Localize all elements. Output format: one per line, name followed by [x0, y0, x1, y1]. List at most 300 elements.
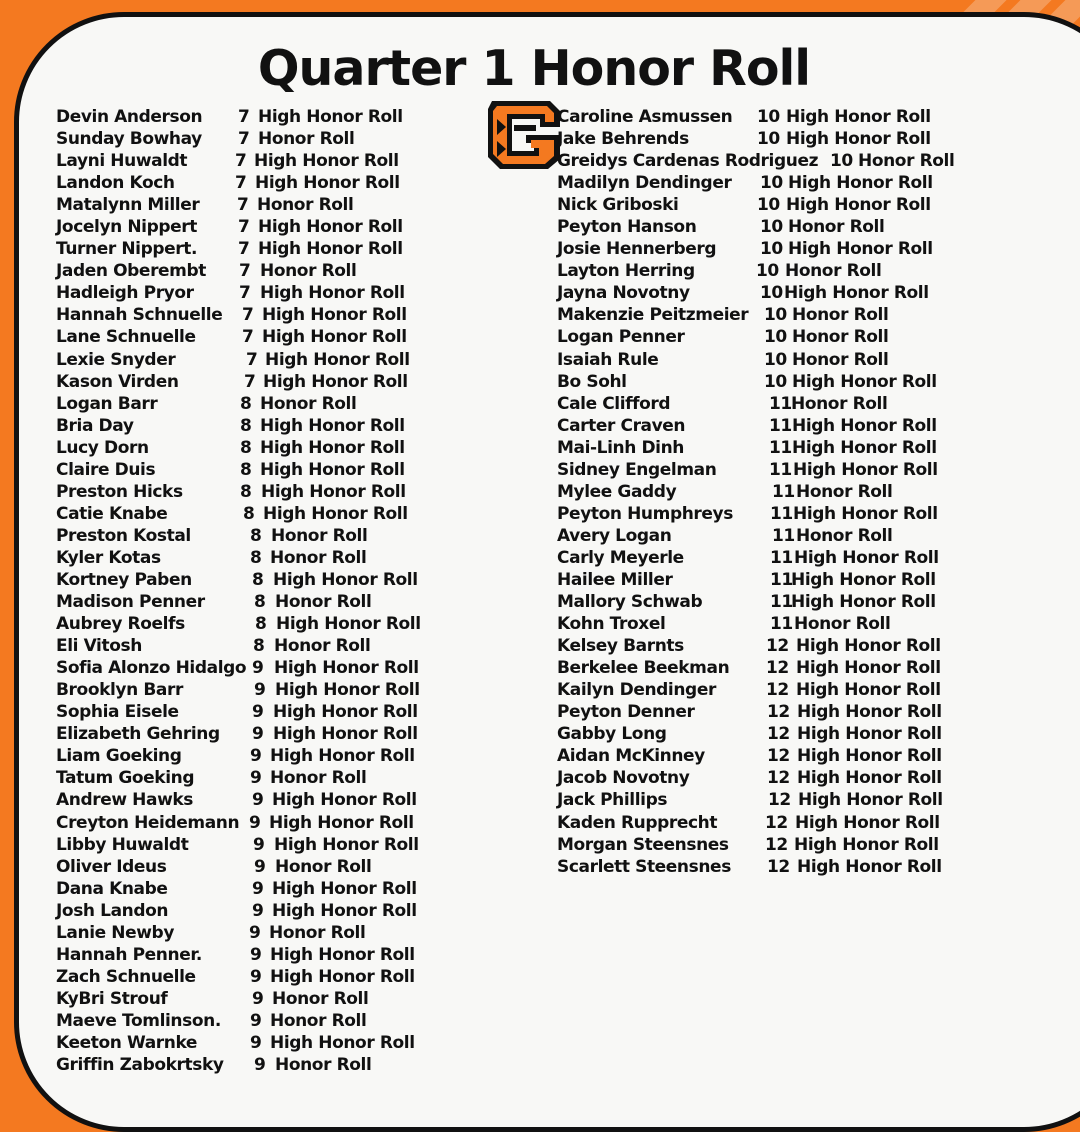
award-label: High Honor Roll [791, 592, 936, 613]
honor-roll-entry [56, 172, 476, 194]
honor-roll-entry [557, 723, 997, 745]
award-label: High Honor Roll [255, 173, 400, 194]
grade-level: 10 [764, 305, 787, 326]
grade-level: 7 [235, 173, 247, 194]
grade-level: 8 [255, 614, 267, 635]
grade-level: 12 [767, 768, 790, 789]
honor-roll-entry [56, 834, 476, 856]
student-name: Dana Knabe [56, 878, 168, 899]
honor-roll-entry [557, 194, 997, 216]
grade-level: 10 [756, 261, 779, 282]
honor-roll-entry [557, 415, 997, 437]
award-label: Honor Roll [785, 261, 882, 282]
honor-roll-entry [56, 878, 476, 900]
student-name: Mylee Gaddy [557, 481, 677, 502]
grade-level: 11 [770, 614, 793, 635]
honor-roll-entry [557, 613, 997, 635]
student-name: Sidney Engelman [557, 459, 717, 480]
honor-roll-entry [557, 767, 997, 789]
honor-roll-entry [56, 282, 476, 304]
award-label: High Honor Roll [270, 746, 415, 767]
honor-roll-entry [56, 944, 476, 966]
award-label: High Honor Roll [272, 900, 417, 921]
student-name: Preston Hicks [56, 481, 183, 502]
student-name: Jaden Oberembt [56, 261, 206, 282]
grade-level: 8 [240, 393, 252, 414]
honor-roll-entry [557, 150, 997, 172]
grade-level: 11 [769, 459, 792, 480]
grade-level: 10 [757, 129, 780, 150]
student-name: Makenzie Peitzmeier [557, 305, 749, 326]
award-label: Honor Roll [270, 768, 367, 789]
honor-roll-entry [56, 723, 476, 745]
student-name: Jacob Novotny [557, 768, 690, 789]
honor-roll-entry [56, 260, 476, 282]
student-name: Bria Day [56, 415, 134, 436]
grade-level: 10 [764, 327, 787, 348]
award-label: Honor Roll [791, 393, 888, 414]
honor-roll-entry [557, 106, 997, 128]
award-label: High Honor Roll [270, 1032, 415, 1053]
honor-roll-entry [557, 657, 997, 679]
student-name: Cale Clifford [557, 393, 671, 414]
grade-level: 9 [250, 1010, 262, 1031]
grade-level: 11 [770, 569, 793, 590]
award-label: Honor Roll [260, 393, 357, 414]
award-label: Honor Roll [260, 261, 357, 282]
honor-roll-entry [557, 304, 997, 326]
honor-roll-entry [56, 128, 476, 150]
honor-roll-entry [56, 613, 476, 635]
honor-roll-entry [557, 591, 997, 613]
student-name: Kailyn Dendinger [557, 680, 716, 701]
student-name: Lucy Dorn [56, 437, 149, 458]
student-name: Peyton Humphreys [557, 503, 733, 524]
award-label: High Honor Roll [794, 834, 939, 855]
honor-roll-entry [56, 789, 476, 811]
student-name: Lanie Newby [56, 922, 174, 943]
award-label: High Honor Roll [258, 239, 403, 260]
grade-level: 9 [252, 988, 264, 1009]
grade-level: 12 [765, 834, 788, 855]
award-label: High Honor Roll [260, 437, 405, 458]
honor-roll-entry [557, 856, 997, 878]
student-name: KyBri Strouf [56, 988, 168, 1009]
award-label: Honor Roll [794, 614, 891, 635]
award-label: Honor Roll [270, 547, 367, 568]
grade-level: 8 [240, 437, 252, 458]
honor-roll-entry [557, 789, 997, 811]
award-label: High Honor Roll [798, 790, 943, 811]
grade-level: 7 [238, 217, 250, 238]
honor-roll-entry [56, 657, 476, 679]
g-letter-logo-icon [484, 97, 564, 173]
honor-roll-entry [56, 767, 476, 789]
award-label: High Honor Roll [788, 239, 933, 260]
award-label: High Honor Roll [274, 834, 419, 855]
grade-level: 9 [253, 834, 265, 855]
honor-roll-entry [56, 900, 476, 922]
honor-roll-entry [557, 172, 997, 194]
grade-level: 11 [769, 393, 792, 414]
honor-roll-entry [557, 569, 997, 591]
grade-level: 10 [760, 283, 783, 304]
grade-level: 8 [240, 459, 252, 480]
honor-roll-entry [557, 525, 997, 547]
student-name: Aidan McKinney [557, 746, 705, 767]
grade-level: 9 [250, 966, 262, 987]
student-name: Mai-Linh Dinh [557, 437, 684, 458]
award-label: Honor Roll [272, 988, 369, 1009]
student-name: Aubrey Roelfs [56, 614, 185, 635]
grade-level: 9 [254, 1055, 266, 1076]
award-label: High Honor Roll [796, 658, 941, 679]
honor-roll-entry [56, 393, 476, 415]
honor-roll-entry [56, 1010, 476, 1032]
award-label: Honor Roll [792, 305, 889, 326]
honor-roll-entry [56, 415, 476, 437]
honor-roll-entry [56, 150, 476, 172]
grade-level: 12 [767, 746, 790, 767]
award-label: Honor Roll [858, 151, 955, 172]
student-name: Jake Behrends [557, 129, 689, 150]
student-name: Bo Sohl [557, 371, 627, 392]
honor-roll-entry [56, 371, 476, 393]
award-label: High Honor Roll [797, 768, 942, 789]
honor-roll-entry [557, 437, 997, 459]
award-label: High Honor Roll [797, 724, 942, 745]
award-label: Honor Roll [274, 636, 371, 657]
award-label: High Honor Roll [793, 503, 938, 524]
student-name: Greidys Cardenas Rodriguez [557, 151, 819, 172]
award-label: High Honor Roll [791, 569, 936, 590]
student-name: Kyler Kotas [56, 547, 161, 568]
student-name: Creyton Heidemann [56, 812, 240, 833]
honor-roll-entry [56, 349, 476, 371]
grade-level: 10 [757, 195, 780, 216]
honor-roll-entry [56, 547, 476, 569]
award-label: Honor Roll [271, 525, 368, 546]
honor-roll-entry [557, 371, 997, 393]
student-name: Tatum Goeking [56, 768, 195, 789]
award-label: High Honor Roll [796, 680, 941, 701]
award-label: High Honor Roll [273, 724, 418, 745]
grade-level: 7 [235, 151, 247, 172]
honor-roll-entry [557, 238, 997, 260]
honor-roll-entry [56, 635, 476, 657]
award-label: High Honor Roll [274, 658, 419, 679]
award-label: Honor Roll [792, 327, 889, 348]
grade-level: 10 [760, 239, 783, 260]
grade-level: 9 [252, 658, 264, 679]
grade-level: 8 [254, 592, 266, 613]
award-label: High Honor Roll [261, 481, 406, 502]
student-name: Devin Anderson [56, 107, 203, 127]
grade-level: 10 [764, 371, 787, 392]
honor-roll-entry [56, 591, 476, 613]
honor-roll-entry [56, 304, 476, 326]
honor-roll-entry [557, 834, 997, 856]
award-label: High Honor Roll [258, 217, 403, 238]
award-label: High Honor Roll [788, 173, 933, 194]
student-name: Liam Goeking [56, 746, 182, 767]
grade-level: 8 [250, 525, 262, 546]
student-name: Madilyn Dendinger [557, 173, 732, 194]
award-label: High Honor Roll [262, 305, 407, 326]
honor-roll-entry [56, 194, 476, 216]
student-name: Jocelyn Nippert [56, 217, 197, 238]
grade-level: 9 [254, 680, 266, 701]
grade-level: 9 [249, 812, 261, 833]
left-column [56, 106, 476, 1076]
honor-roll-entry [557, 547, 997, 569]
student-name: Jayna Novotny [557, 283, 690, 304]
grade-level: 7 [239, 261, 251, 282]
honor-roll-entry [56, 966, 476, 988]
award-label: High Honor Roll [273, 702, 418, 723]
award-label: High Honor Roll [784, 283, 929, 304]
student-name: Claire Duis [56, 459, 156, 480]
student-name: Andrew Hawks [56, 790, 193, 811]
student-name: Avery Logan [557, 525, 672, 546]
award-label: High Honor Roll [273, 569, 418, 590]
award-label: High Honor Roll [260, 459, 405, 480]
grade-level: 9 [250, 746, 262, 767]
student-name: Hannah Schnuelle [56, 305, 223, 326]
award-label: High Honor Roll [276, 614, 421, 635]
grade-level: 7 [238, 129, 250, 150]
honor-roll-entry [56, 326, 476, 348]
student-name: Carly Meyerle [557, 547, 684, 568]
student-name: Berkelee Beekman [557, 658, 730, 679]
award-label: Honor Roll [269, 922, 366, 943]
award-label: High Honor Roll [797, 746, 942, 767]
student-name: Kohn Troxel [557, 614, 666, 635]
student-name: Preston Kostal [56, 525, 191, 546]
grade-level: 11 [770, 503, 793, 524]
award-label: Honor Roll [796, 525, 893, 546]
grade-level: 9 [249, 922, 261, 943]
grade-level: 8 [253, 636, 265, 657]
honor-roll-entry [557, 679, 997, 701]
award-label: High Honor Roll [269, 812, 414, 833]
grade-level: 9 [254, 856, 266, 877]
honor-roll-entry [56, 437, 476, 459]
grade-level: 11 [772, 481, 795, 502]
honor-roll-entry [557, 701, 997, 723]
grade-level: 9 [252, 900, 264, 921]
award-label: High Honor Roll [797, 702, 942, 723]
grade-level: 12 [766, 680, 789, 701]
grade-level: 8 [250, 547, 262, 568]
honor-roll-entry [56, 1054, 476, 1076]
grade-level: 9 [252, 790, 264, 811]
student-name: Hadleigh Pryor [56, 283, 194, 304]
student-name: Caroline Asmussen [557, 107, 733, 127]
honor-roll-entry [557, 260, 997, 282]
grade-level: 12 [767, 702, 790, 723]
student-name: Zach Schnuelle [56, 966, 196, 987]
honor-roll-entry [557, 349, 997, 371]
grade-level: 11 [769, 437, 792, 458]
student-name: Scarlett Steensnes [557, 856, 731, 877]
student-name: Brooklyn Barr [56, 680, 183, 701]
honor-roll-card [14, 12, 1080, 1132]
grade-level: 9 [252, 724, 264, 745]
student-name: Eli Vitosh [56, 636, 142, 657]
student-name: Lane Schnuelle [56, 327, 196, 348]
award-label: High Honor Roll [792, 415, 937, 436]
award-label: High Honor Roll [792, 371, 937, 392]
grade-level: 7 [242, 305, 254, 326]
student-name: Isaiah Rule [557, 349, 659, 370]
honor-roll-entry [557, 745, 997, 767]
student-name: Sunday Bowhay [56, 129, 202, 150]
grade-level: 10 [760, 217, 783, 238]
student-name: Kason Virden [56, 371, 179, 392]
award-label: High Honor Roll [786, 107, 931, 127]
student-name: Layni Huwaldt [56, 151, 188, 172]
grade-level: 8 [240, 415, 252, 436]
student-name: Matalynn Miller [56, 195, 200, 216]
student-name: Carter Craven [557, 415, 686, 436]
grade-level: 11 [772, 525, 795, 546]
student-name: Turner Nippert. [56, 239, 198, 260]
student-name: Sofia Alonzo Hidalgo [56, 658, 247, 679]
student-name: Libby Huwaldt [56, 834, 189, 855]
award-label: High Honor Roll [792, 437, 937, 458]
award-label: Honor Roll [788, 217, 885, 238]
honor-roll-entry [557, 459, 997, 481]
student-name: Logan Penner [557, 327, 685, 348]
honor-roll-entry [56, 988, 476, 1010]
honor-roll-entry [557, 812, 997, 834]
grade-level: 11 [770, 592, 793, 613]
grade-level: 12 [767, 856, 790, 877]
honor-roll-entry [56, 1032, 476, 1054]
award-label: High Honor Roll [254, 151, 399, 172]
honor-roll-entry [557, 503, 997, 525]
award-label: Honor Roll [275, 856, 372, 877]
grade-level: 12 [766, 636, 789, 657]
honor-roll-entry [56, 856, 476, 878]
grade-level: 9 [250, 1032, 262, 1053]
student-name: Josie Hennerberg [557, 239, 717, 260]
student-name: Hailee Miller [557, 569, 673, 590]
award-label: High Honor Roll [262, 327, 407, 348]
honor-roll-entry [56, 503, 476, 525]
honor-roll-entry [557, 282, 997, 304]
student-name: Griffin Zabokrtsky [56, 1055, 224, 1076]
award-label: High Honor Roll [796, 636, 941, 657]
award-label: High Honor Roll [794, 547, 939, 568]
student-name: Logan Barr [56, 393, 158, 414]
grade-level: 8 [240, 481, 252, 502]
grade-level: 7 [239, 283, 251, 304]
grade-level: 10 [764, 349, 787, 370]
award-label: High Honor Roll [272, 878, 417, 899]
honor-roll-entry [56, 679, 476, 701]
honor-roll-entry [557, 635, 997, 657]
student-name: Keeton Warnke [56, 1032, 198, 1053]
student-name: Kortney Paben [56, 569, 192, 590]
grade-level: 12 [766, 658, 789, 679]
award-label: High Honor Roll [786, 195, 931, 216]
student-name: Sophia Eisele [56, 702, 179, 723]
award-label: Honor Roll [258, 129, 355, 150]
award-label: High Honor Roll [258, 107, 403, 127]
grade-level: 8 [252, 569, 264, 590]
honor-roll-entry [56, 106, 476, 128]
page-title: Quarter 1 Honor Roll [257, 40, 811, 97]
award-label: High Honor Roll [263, 371, 408, 392]
student-name: Nick Griboski [557, 195, 679, 216]
grade-level: 7 [244, 371, 256, 392]
student-name: Landon Koch [56, 173, 175, 194]
honor-roll-entry [56, 922, 476, 944]
student-name: Hannah Penner. [56, 944, 202, 965]
award-label: Honor Roll [275, 1055, 372, 1076]
grade-level: 9 [252, 702, 264, 723]
award-label: High Honor Roll [270, 966, 415, 987]
student-name: Catie Knabe [56, 503, 168, 524]
award-label: High Honor Roll [263, 503, 408, 524]
student-name: Layton Herring [557, 261, 695, 282]
student-name: Lexie Snyder [56, 349, 176, 370]
grade-level: 10 [830, 151, 853, 172]
student-name: Josh Landon [56, 900, 169, 921]
honor-roll-entry [557, 393, 997, 415]
student-name: Kaden Rupprecht [557, 812, 718, 833]
award-label: High Honor Roll [272, 790, 417, 811]
award-label: High Honor Roll [275, 680, 420, 701]
grade-level: 12 [767, 724, 790, 745]
honor-roll-entry [557, 128, 997, 150]
award-label: High Honor Roll [793, 459, 938, 480]
student-name: Mallory Schwab [557, 592, 703, 613]
grade-level: 7 [238, 239, 250, 260]
grade-level: 11 [769, 415, 792, 436]
right-column [557, 106, 997, 878]
grade-level: 8 [243, 503, 255, 524]
student-name: Morgan Steensnes [557, 834, 729, 855]
student-name: Maeve Tomlinson. [56, 1010, 221, 1031]
honor-roll-entry [557, 481, 997, 503]
award-label: Honor Roll [270, 1010, 367, 1031]
grade-level: 7 [237, 195, 249, 216]
award-label: Honor Roll [796, 481, 893, 502]
student-name: Oliver Ideus [56, 856, 167, 877]
grade-level: 9 [250, 944, 262, 965]
grade-level: 7 [242, 327, 254, 348]
honor-roll-entry [56, 745, 476, 767]
award-label: High Honor Roll [270, 944, 415, 965]
honor-roll-entry [56, 216, 476, 238]
award-label: High Honor Roll [265, 349, 410, 370]
grade-level: 9 [250, 768, 262, 789]
grade-level: 7 [238, 107, 250, 127]
grade-level: 12 [765, 812, 788, 833]
honor-roll-entry [56, 459, 476, 481]
student-name: Elizabeth Gehring [56, 724, 220, 745]
award-label: Honor Roll [792, 349, 889, 370]
student-name: Kelsey Barnts [557, 636, 684, 657]
honor-roll-entry [56, 701, 476, 723]
honor-roll-entry [56, 569, 476, 591]
award-label: Honor Roll [275, 592, 372, 613]
grade-level: 10 [760, 173, 783, 194]
award-label: High Honor Roll [260, 283, 405, 304]
